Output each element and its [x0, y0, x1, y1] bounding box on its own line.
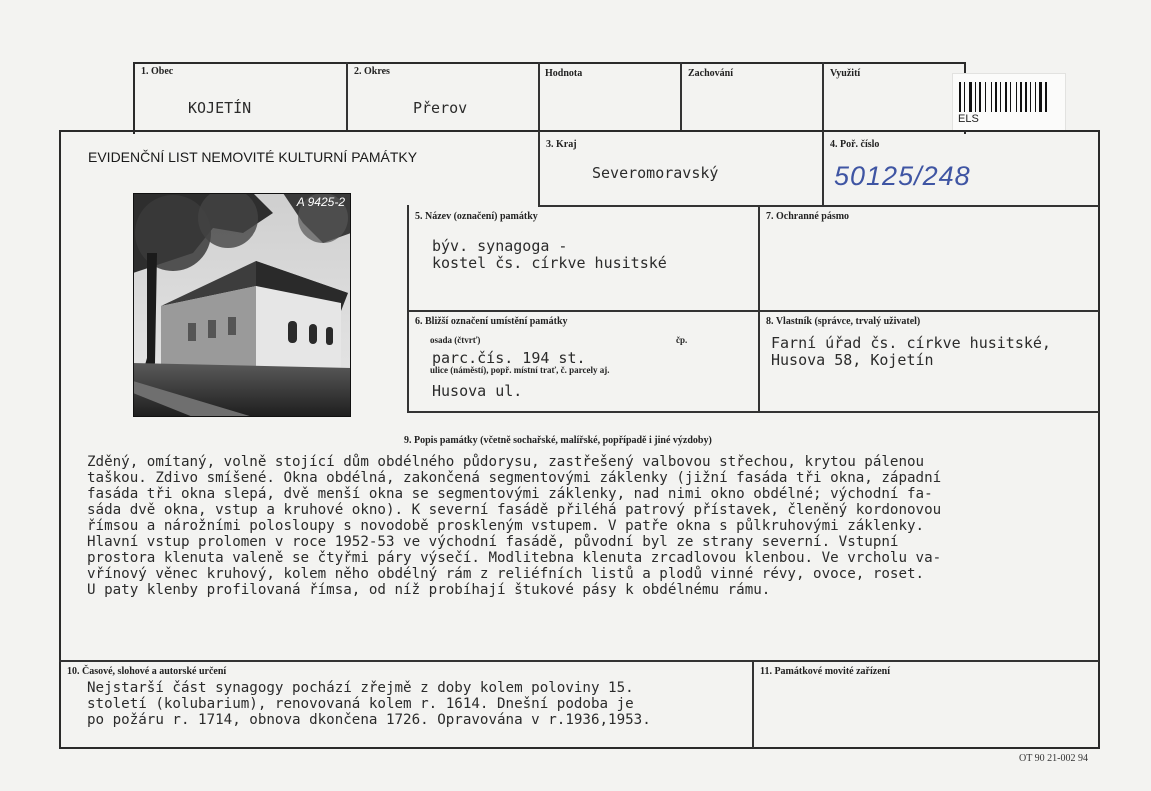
barcode-text: ELS — [958, 113, 979, 125]
urceni-line: po požáru r. 1714, obnova dkončena 1726. Opravována v r.1936,1953. — [87, 712, 651, 728]
zachovani-label: Zachování — [688, 68, 734, 79]
pasmo-label: 7. Ochranné pásmo — [766, 211, 850, 222]
divider — [538, 205, 1099, 207]
obec-label: 1. Obec — [141, 66, 174, 77]
divider — [680, 62, 682, 132]
nazev-line2: kostel čs. církve husitské — [432, 254, 667, 272]
vlastnik-line1: Farní úřad čs. církve husitské, — [771, 334, 1051, 352]
popis-line: prostora klenuta valeně se čtyřmi páry výsečí. Modlitebna klenuta zrcadlovou klenbou. Ve vrcholu va- — [87, 550, 942, 566]
divider — [407, 411, 1099, 413]
nazev-label: 5. Název (označení) památky — [415, 211, 538, 222]
popis-line: Zděný, omítaný, volně stojící dům obdélného půdorysu, zastřešený valbovou střechou, krytou pálenou — [87, 454, 925, 470]
okres-value: Přerov — [413, 99, 468, 117]
popis-line: římsou a nárožními polosloupy s novodobě proskleným vstupem. V patře okna s půlkruhovými záklenky. — [87, 518, 925, 534]
divider — [758, 205, 760, 412]
popis-line: Hlavní vstup prolomen v roce 1952-53 ve východní fasádě, původní byl ze strany severní. Vstupní — [87, 534, 899, 550]
vlastnik-label: 8. Vlastník (správce, trvalý uživatel) — [766, 316, 921, 327]
popis-line: sáda dvě okna, vstup a kruhové okno). K severní fasádě přiléhá patrový přístavek, členěný kordonovou — [87, 502, 942, 518]
divider — [538, 131, 540, 206]
photo-number: A 9425-2 — [296, 195, 345, 209]
kraj-value: Severomoravský — [592, 164, 719, 182]
hodnota-label: Hodnota — [545, 68, 583, 79]
monument-photo — [133, 193, 351, 417]
vyuziti-label: Využití — [830, 68, 861, 79]
okres-label: 2. Okres — [354, 66, 390, 77]
zarizeni-label: 11. Památkové movité zařízení — [760, 666, 890, 677]
divider — [822, 62, 824, 132]
popis-line: U paty klenby profilovaná římsa, od níž probíhají štukové pásy k obdélnému rámu. — [87, 582, 771, 598]
divider — [59, 660, 1099, 662]
ulice-label: ulice (náměstí), popř. místní trať, č. parcely aj. — [430, 365, 610, 375]
popis-line: vřínový věnec kruhový, kolem něho obdélný rám z reliéfních listů a plodů vinné révy, ovoce, roset. — [87, 566, 925, 582]
barcode-icon — [953, 78, 1065, 118]
popis-label: 9. Popis památky (včetně sochařské, malířské, popřípadě i jiné výzdoby) — [404, 435, 712, 446]
urceni-label: 10. Časové, slohové a autorské určení — [67, 666, 227, 677]
barcode-sticker — [952, 73, 1066, 131]
parcela-value: parc.čís. 194 st. — [432, 349, 586, 367]
footer-code: OT 90 21-002 94 — [1019, 753, 1088, 764]
por-cislo-value: 50125/248 — [834, 161, 971, 191]
obec-value: KOJETÍN — [188, 99, 252, 117]
divider — [346, 62, 348, 132]
kraj-label: 3. Kraj — [546, 139, 577, 150]
urceni-line: Nejstarší část synagogy pochází zřejmě z doby kolem poloviny 15. — [87, 680, 634, 696]
divider — [407, 310, 1099, 312]
ulice-value: Husova ul. — [432, 382, 523, 400]
urceni-line: století (kolubarium), renovovaná kolem r. 1614. Dnešní podoba je — [87, 696, 634, 712]
divider — [538, 62, 540, 132]
popis-line: taškou. Zdivo smíšené. Okna obdélná, zakončená segmentovými záklenky (jižní fasáda tři okna, západní — [87, 470, 942, 486]
osada-label: osada (čtvrť) — [430, 335, 481, 345]
popis-text — [87, 454, 1092, 598]
por-cislo-label: 4. Poř. číslo — [830, 139, 880, 150]
urceni-text — [87, 680, 747, 728]
nazev-line1: býv. synagoga - — [432, 237, 568, 255]
popis-line: fasáda tři okna slepá, dvě menší okna se segmentovými záklenky, nad nimi okno obdélné; východní fa- — [87, 486, 933, 502]
divider — [822, 131, 824, 206]
divider — [407, 205, 409, 412]
form-title: EVIDENČNÍ LIST NEMOVITÉ KULTURNÍ PAMÁTKY — [88, 149, 418, 165]
divider — [752, 660, 754, 748]
cp-label: čp. — [676, 335, 688, 345]
vlastnik-line2: Husova 58, Kojetín — [771, 351, 934, 369]
umisteni-label: 6. Bližší označení umístění památky — [415, 316, 568, 327]
